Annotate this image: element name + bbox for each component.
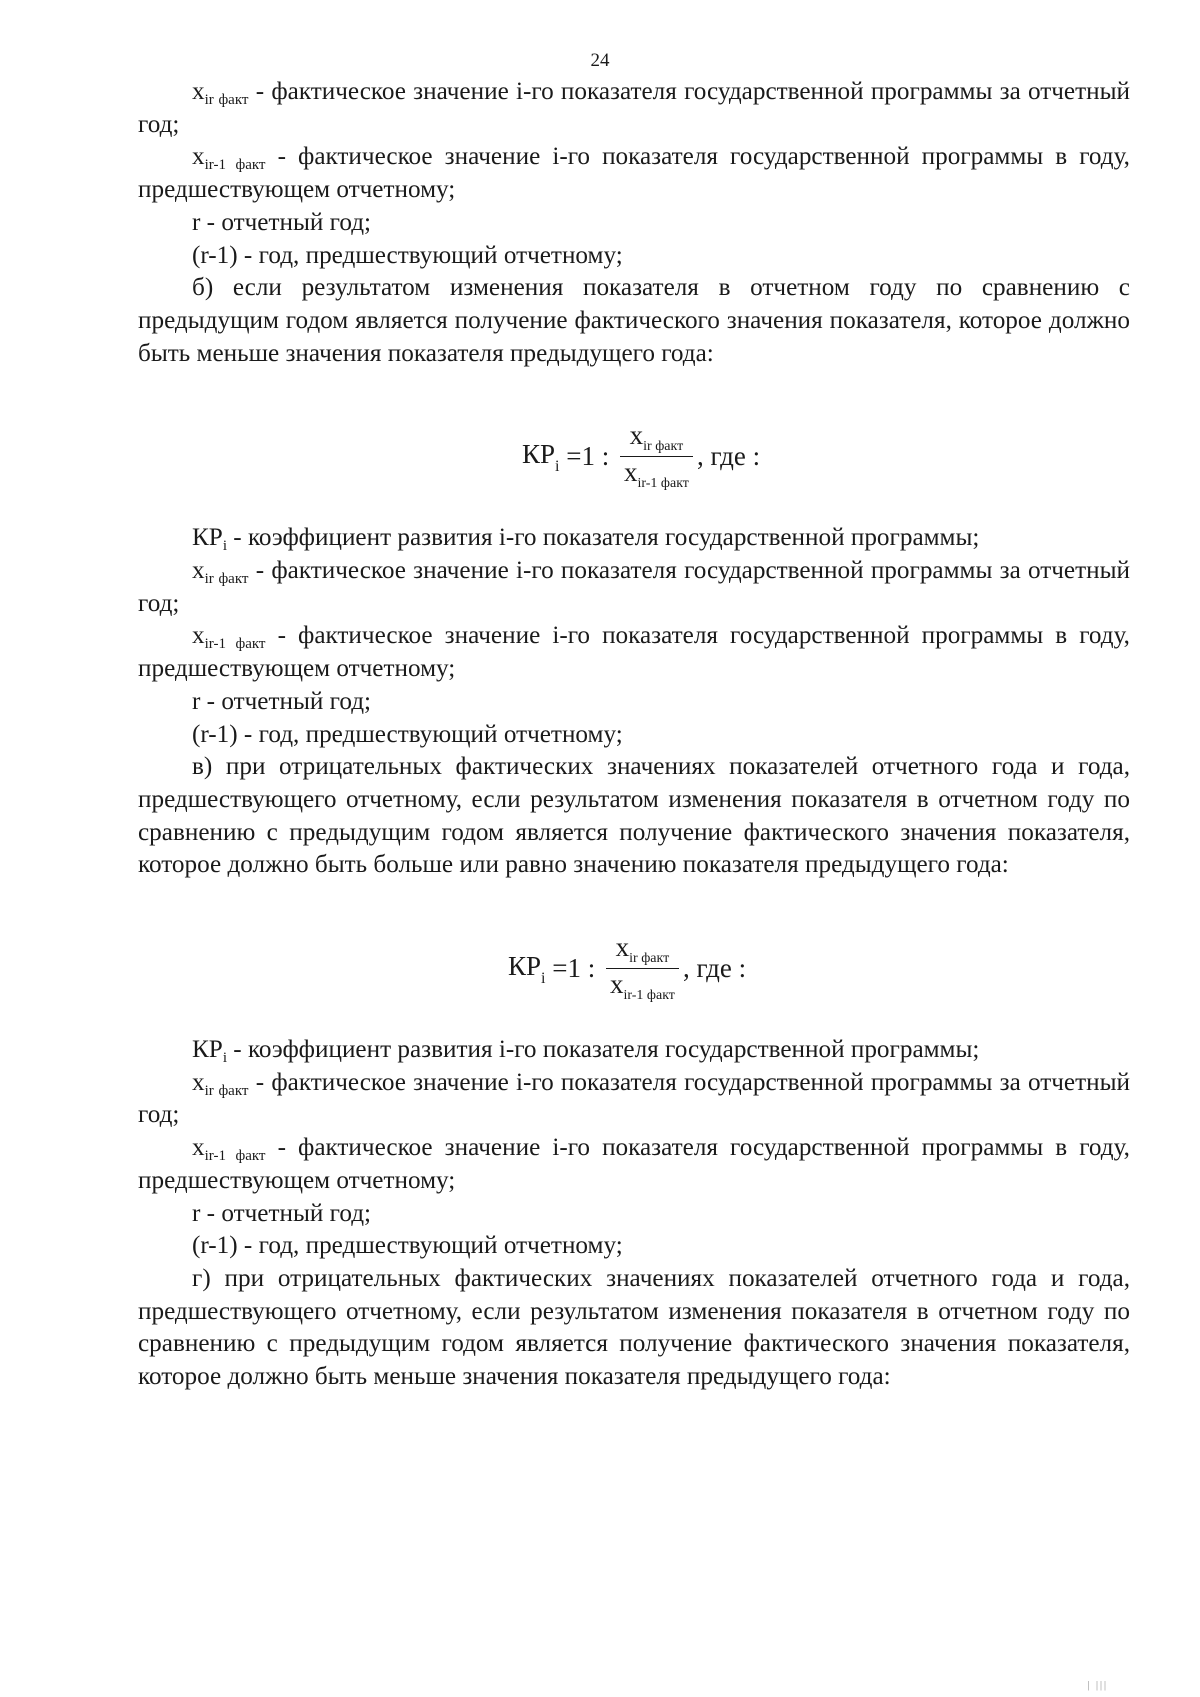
definition-text: - фактическое значение i-го показателя государственной программы в году, предшествующем отчетному; [138,143,1130,204]
formula-where: , где : [682,953,747,984]
formula-block-2 [138,882,1130,1034]
scan-artifact: | ||| [1087,1680,1108,1691]
document-body [138,76,1130,1394]
fraction-denominator: $x_{ir-1 факт}$ [623,457,689,492]
formula-lhs: $КР_i$ [508,950,546,987]
symbol-kr: КР [192,1036,223,1064]
definition-text: - фактическое значение i-го показателя государственной программы за отчетный год; [138,78,1130,138]
formula-fraction [620,420,693,493]
symbol-x: x [192,622,205,650]
formula-kr-1 [522,420,760,493]
definition-text: - фактическое значение i-го показателя государственной программы в году, предшествующем отчетному; [138,1134,1130,1194]
subscript-ir1-fact: ir-1 факт [204,157,266,174]
definition-kr [138,522,1130,555]
page-number: 24 [590,50,610,71]
fraction-numerator: $x_{ir факт}$ [629,420,684,455]
symbol-kr: КР [192,524,223,552]
definition-text: - коэффициент развития i-го показателя государственной программы; [226,524,980,552]
definition-r-minus-1: (r-1) - год, предшествующий отчетному; [192,1232,623,1260]
subscript-ir1-fact: ir-1 факт [204,1148,266,1165]
definition-x-ir-fact [138,1067,1130,1132]
subscript-ir-fact: ir факт [204,92,249,108]
subscript-ir1-fact: ir-1 факт [204,636,266,653]
definition-r: r - отчетный год; [192,208,372,236]
paragraph-b: б) если результатом изменения показателя в отчетном году по сравнению с предыдущим годом является получение фактического значения показателя, которое должно быть меньше значения показателя предыдущего года: [138,274,1130,367]
definition-text: - коэффициент развития i-го показателя государственной программы; [226,1036,980,1064]
fraction-numerator: $x_{ir факт}$ [615,932,670,967]
symbol-x: x [192,78,205,105]
formula-block-1 [138,370,1130,522]
paragraph-v: в) при отрицательных фактических значениях показателей отчетного года и года, предшествующего отчетному, если результатом изменения показателя в отчетном году по сравнению с предыдущим годом является получение фактического значения показателя, которое должно быть больше или равно значению показателя предыдущего года: [138,753,1130,879]
definition-x-ir-fact [138,555,1130,620]
formula-kr-2 [508,932,746,1005]
definition-x-ir1-fact [138,620,1130,685]
definition-r: r - отчетный год; [192,687,372,715]
subscript-ir-fact: ir факт [204,1082,249,1099]
formula-equals: =1 : [545,953,602,984]
paragraph-g: г) при отрицательных фактических значениях показателей отчетного года и года, предшествующего отчетному, если результатом изменения показателя в отчетном году по сравнению с предыдущим годом является получение фактического значения показателя, которое должно быть меньше значения показателя предыдущего года: [138,1264,1130,1391]
formula-fraction [606,932,679,1005]
formula-where: , где : [696,441,761,472]
definition-x-ir1-fact [138,141,1130,206]
definition-x-ir-fact [138,76,1130,141]
symbol-x: x [192,557,205,585]
definition-text: - фактическое значение i-го показателя государственной программы за отчетный год; [138,557,1130,617]
definition-text: - фактическое значение i-го показателя государственной программы за отчетный год; [138,1068,1130,1129]
symbol-x: x [192,143,205,171]
subscript-i: i [222,538,227,555]
symbol-x: x [192,1068,205,1096]
definition-r-minus-1: (r-1) - год, предшествующий отчетному; [192,241,623,269]
definition-r-minus-1: (r-1) - год, предшествующий отчетному; [192,720,623,748]
definition-x-ir1-fact [138,1132,1130,1197]
definition-r: r - отчетный год; [192,1199,372,1227]
symbol-x: x [192,1134,205,1162]
subscript-i: i [222,1050,227,1067]
definition-text: - фактическое значение i-го показателя государственной программы в году, предшествующем отчетному; [138,622,1130,683]
subscript-ir-fact: ir факт [204,571,249,588]
definition-kr [138,1034,1130,1067]
fraction-denominator: $x_{ir-1 факт}$ [609,969,675,1004]
formula-lhs: $КР_i$ [522,438,560,475]
formula-equals: =1 : [559,441,616,472]
